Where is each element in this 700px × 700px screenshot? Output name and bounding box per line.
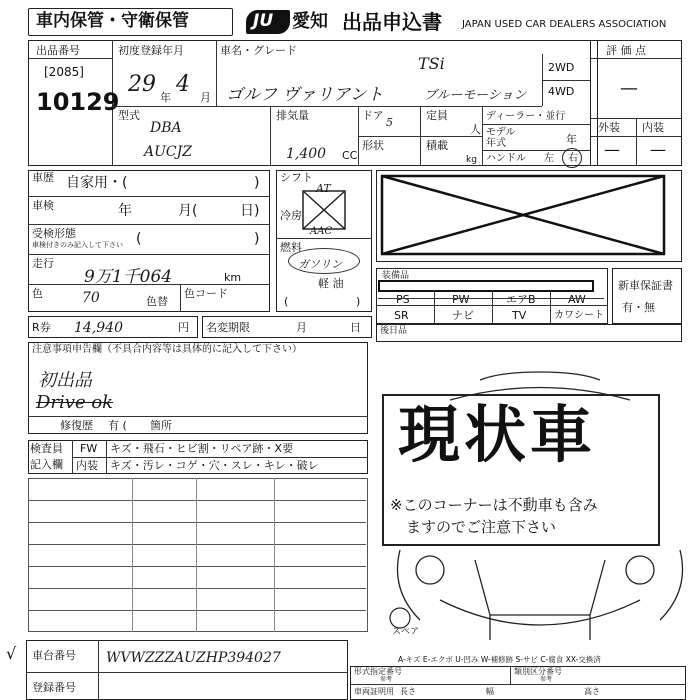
- ac-value: AAC: [310, 226, 333, 237]
- chassis-value: WVWZZZAUZHP394027: [106, 650, 281, 666]
- car-name-label: 車名・グレード: [220, 44, 297, 57]
- interior-label: 内装: [642, 121, 664, 134]
- spare-tire-icon: [390, 608, 410, 628]
- storage-badge-text: 車内保管・守衛保管: [36, 11, 189, 31]
- displacement-label: 排気量: [276, 109, 309, 122]
- registration-label: 登録番号: [32, 681, 76, 694]
- equip-pw: PW: [452, 293, 470, 306]
- usage-label: 車歴: [32, 171, 54, 184]
- dealer-label: ディーラー・並行: [486, 111, 566, 122]
- fuel-label: 燃料: [280, 241, 302, 254]
- handle-label: ハンドル: [486, 153, 526, 164]
- receipt-close: ): [254, 231, 260, 247]
- fuel-value: ガソリン: [298, 258, 342, 271]
- fuel-alt: 軽 油: [318, 277, 344, 290]
- score-label: 評 価 点: [606, 44, 646, 57]
- shift-label: シフト: [280, 171, 313, 184]
- warranty-options: 有・無: [622, 301, 655, 314]
- notes-line2: Drive ok: [36, 392, 114, 413]
- first-reg-label: 初度登録年月: [118, 44, 184, 57]
- inspector-fw-items: キズ・飛石・ヒビ割・リペア跡・X要: [110, 442, 294, 455]
- recycle-label: R券: [32, 321, 51, 334]
- handle-right-circle: [562, 148, 582, 168]
- car-name-grade: TSi: [418, 54, 445, 73]
- inspection-year: 年: [118, 203, 132, 219]
- inspector-label-1: 検査員: [30, 442, 63, 455]
- mileage-value: 9万1千064: [84, 267, 173, 287]
- warranty-table: [612, 268, 682, 324]
- ju-logo-text: JU: [253, 11, 274, 31]
- name-change-label: 名変期限: [206, 321, 250, 334]
- score-value: —: [620, 78, 638, 99]
- equipment-section-label: 装備品: [382, 271, 410, 281]
- first-reg-year: 29: [128, 72, 156, 97]
- height-field: 高さ: [584, 687, 600, 696]
- notes-line1: 初出品: [38, 370, 92, 391]
- receipt-note: 車検付きのみ記入して下さい: [32, 241, 123, 249]
- handle-left: 左: [544, 153, 554, 164]
- car-name-value: ゴルフ ヴァリアント: [226, 85, 384, 105]
- lot-number: 10129: [36, 88, 120, 116]
- shape-label: 形状: [362, 139, 384, 152]
- usage-value: 自家用・(: [66, 175, 128, 191]
- shift-value: AT: [316, 182, 331, 195]
- status-stamp-title: 現状車: [398, 398, 597, 471]
- color-label: 色: [32, 287, 43, 300]
- recycle-value: 14,940: [74, 320, 123, 336]
- receipt-label: 受検形態: [32, 227, 76, 240]
- form-title: 出品申込書: [342, 10, 442, 34]
- exterior-value: —: [604, 140, 620, 159]
- drive-4wd: 4WD: [548, 85, 575, 98]
- fuel-circle: [288, 248, 360, 274]
- first-reg-month: 4: [176, 72, 190, 97]
- shift-ac-crossout: [302, 190, 346, 230]
- notes-label: 注意事項申告欄（不具合内容等は具体的に記入して下さい）: [32, 344, 302, 355]
- fuel-paren-open: (: [284, 295, 289, 308]
- color-value: 70: [82, 290, 100, 306]
- equipment-strike: [378, 280, 594, 292]
- inspection-month: 月(: [178, 203, 198, 219]
- equip-aw: AW: [568, 293, 586, 306]
- load-unit: kg: [466, 155, 477, 165]
- handle-right: 右: [568, 153, 578, 164]
- status-notice-2: ますのでご注意下さい: [406, 518, 557, 536]
- name-change-day: 日: [350, 321, 361, 334]
- status-notice-1: ※このコーナーは不動車も含み: [390, 496, 598, 514]
- load-label: 積載: [426, 139, 448, 152]
- equip-tv: TV: [512, 309, 527, 322]
- inspector-int-items: キズ・汚レ・コゲ・穴・スレ・キレ・破レ: [110, 459, 319, 472]
- image-area-crossout: [378, 172, 680, 260]
- category-label: 類別区分番号: [514, 667, 562, 676]
- color-change-label: 色替: [146, 295, 168, 308]
- width-field: 幅: [486, 687, 494, 696]
- repair-close: 箇所: [150, 419, 172, 432]
- check-mark: √: [6, 644, 17, 663]
- name-change-month: 月: [296, 321, 307, 334]
- doors-value: 5: [386, 116, 393, 129]
- mileage-unit: km: [224, 271, 242, 284]
- interior-value: —: [650, 140, 666, 159]
- first-reg-year-unit: 年: [160, 91, 171, 104]
- car-name-subgrade: ブルーモーション: [424, 88, 527, 103]
- ac-label: 冷房: [280, 209, 302, 222]
- model-label: 型式: [118, 109, 140, 122]
- exterior-label: 外装: [598, 121, 620, 134]
- equip-navi: ナビ: [452, 309, 474, 322]
- dealer-model-label: モデル: [486, 127, 516, 138]
- receipt-open: (: [136, 231, 142, 247]
- after-date-label: 後日品: [380, 326, 408, 336]
- spare-label: スペア: [392, 627, 420, 637]
- recycle-unit: 円: [178, 321, 189, 334]
- equip-airbag: エアB: [506, 293, 536, 306]
- capacity-unit: 人: [470, 123, 481, 136]
- lot-sub-number: [2085]: [44, 65, 84, 79]
- inspection-label: 車検: [32, 199, 54, 212]
- org-english: JAPAN USED CAR DEALERS ASSOCIATION: [462, 19, 667, 30]
- inspector-fw-label: FW: [80, 442, 98, 455]
- model-spec-label: 形式指定番号: [354, 667, 402, 676]
- drive-2wd: 2WD: [548, 61, 575, 74]
- lot-label: 出品番号: [36, 44, 80, 57]
- dealer-year-unit: 年: [566, 133, 577, 146]
- damage-legend: A-キズ E-エクボ U-凹み W-補修跡 S-サビ C-腐食 XX-交換済: [398, 655, 601, 664]
- equip-sr: SR: [394, 309, 409, 322]
- length-label: 車両証明用: [354, 687, 394, 696]
- repair-label: 修復歴: [60, 419, 93, 432]
- color-code-label: 色コード: [184, 287, 228, 300]
- fuel-paren-close: ): [356, 295, 361, 308]
- displacement-value: 1,400: [286, 146, 327, 162]
- length-field: 長さ: [400, 687, 416, 696]
- mileage-label: 走行: [32, 257, 54, 270]
- org-name: 愛知: [292, 11, 328, 32]
- displacement-unit: CC: [342, 149, 358, 162]
- warranty-label: 新車保証書: [618, 279, 673, 292]
- blank-notes-area: [28, 478, 368, 632]
- chassis-label: 車台番号: [32, 649, 76, 662]
- repair-value: 有 (: [108, 419, 127, 432]
- car-diagram: [380, 370, 700, 650]
- doors-label: ドア: [362, 109, 384, 122]
- equip-kawaseat: カワシート: [554, 310, 604, 321]
- model-spec-ref: 参考: [380, 676, 393, 683]
- after-date-table: [376, 324, 682, 342]
- inspection-day: 日): [240, 203, 260, 219]
- first-reg-month-unit: 月: [200, 91, 211, 104]
- usage-close: ): [254, 175, 260, 191]
- model-value-2: AUCJZ: [144, 144, 192, 160]
- dealer-year-label: 年式: [486, 138, 506, 149]
- equip-ps: PS: [396, 293, 410, 306]
- capacity-label: 定員: [426, 109, 448, 122]
- inspector-int-label: 内装: [76, 459, 98, 472]
- category-ref: 参考: [540, 676, 553, 683]
- inspector-label-2: 記入欄: [30, 458, 63, 471]
- model-value-1: DBA: [150, 120, 182, 136]
